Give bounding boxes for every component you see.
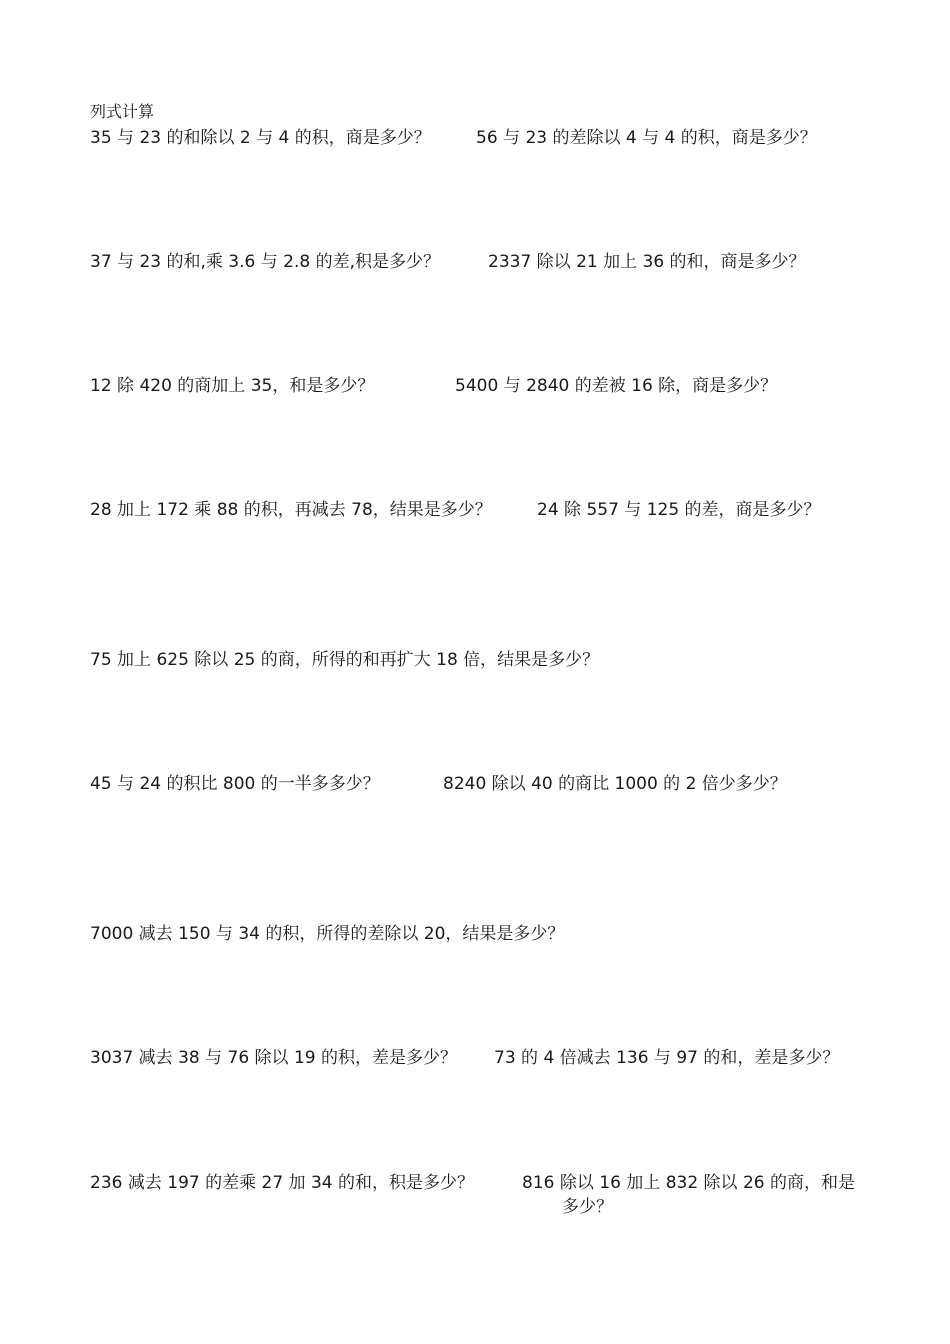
problem-4-right: 24 除 557 与 125 的差，商是多少？ [537, 500, 821, 520]
problem-1-left: 35 与 23 的和除以 2 与 4 的积，商是多少？ [90, 128, 431, 148]
problem-3-left: 12 除 420 的商加上 35，和是多少？ [90, 376, 375, 396]
problem-2-right: 2337 除以 21 加上 36 的和，商是多少？ [488, 252, 806, 272]
problem-6-left: 45 与 24 的积比 800 的一半多多少？ [90, 774, 380, 794]
worksheet-title: 列式计算 [90, 102, 155, 121]
problem-1-right: 56 与 23 的差除以 4 与 4 的积，商是多少？ [476, 128, 817, 148]
problem-9-left: 236 减去 197 的差乘 27 加 34 的和，积是多少？ [90, 1173, 474, 1193]
problem-6-right: 8240 除以 40 的商比 1000 的 2 倍少多少？ [443, 774, 787, 794]
problem-7-left: 7000 减去 150 与 34 的积，所得的差除以 20，结果是多少？ [90, 924, 565, 944]
problem-3-right: 5400 与 2840 的差被 16 除，商是多少？ [455, 376, 778, 396]
problem-5-left: 75 加上 625 除以 25 的商，所得的和再扩大 18 倍，结果是多少？ [90, 650, 600, 670]
problem-8-left: 3037 减去 38 与 76 除以 19 的积，差是多少？ [90, 1048, 457, 1068]
problem-4-left: 28 加上 172 乘 88 的积，再减去 78，结果是多少？ [90, 500, 492, 520]
problem-2-left: 37 与 23 的和,乘 3.6 与 2.8 的差,积是多少？ [90, 252, 440, 272]
problem-9-right: 816 除以 16 加上 832 除以 26 的商，和是 [522, 1173, 855, 1193]
problem-9-right-continued: 多少？ [562, 1197, 613, 1217]
problem-8-right: 73 的 4 倍减去 136 与 97 的和，差是多少？ [494, 1048, 840, 1068]
